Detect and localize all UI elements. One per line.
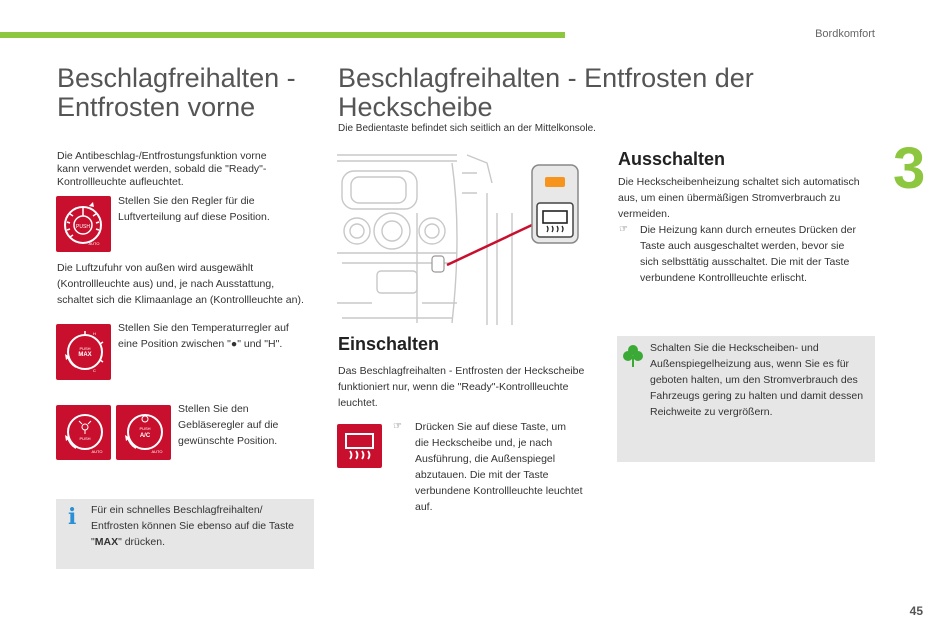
left-paragraph-line: (Kontrollleuchte aus) und, je nach Ausstattung, — [57, 278, 275, 290]
switch-on-step-line: Drücken Sie auf diese Taste, um — [415, 421, 566, 433]
left-intro-line: kann verwendet werden, sobald die "Ready"- — [57, 163, 267, 175]
info-line: Entfrosten können Sie ebenso auf die Taste — [91, 520, 294, 532]
knob-text: PUSH — [79, 436, 91, 441]
eco-line: Schalten Sie die Heckscheiben- und — [650, 342, 819, 354]
eco-line: Fahrzeugs gering zu halten und damit dessen — [650, 390, 864, 402]
eco-line: geboten halten, um den Stromverbrauch des — [650, 374, 858, 386]
step3-line: Stellen Sie den — [178, 403, 249, 415]
switch-off-line: vermeiden. — [618, 208, 670, 220]
switch-off-step-line: verbundene Kontrollleuchte erlischt. — [640, 272, 807, 284]
step3-line: Gebläseregler auf die — [178, 419, 279, 431]
switch-on-step-text — [415, 419, 605, 515]
info-icon: i — [68, 504, 77, 530]
switch-off-heading: Ausschalten — [618, 149, 726, 169]
knob-text: C — [93, 368, 96, 373]
header-accent-bar — [0, 32, 565, 38]
step2-line: Stellen Sie den Temperaturregler auf — [118, 322, 289, 334]
page-number: 45 — [909, 604, 923, 618]
info-note-text — [91, 502, 311, 550]
section-title: Bordkomfort — [815, 28, 875, 40]
info-text: " — [91, 536, 95, 548]
step2-line: eine Position zwischen "●" und "H". — [118, 338, 283, 350]
step1-line: Luftverteilung auf diese Position. — [118, 211, 270, 223]
knob-text: AUTO — [151, 449, 163, 454]
left-title-line2: Entfrosten vorne — [57, 92, 256, 122]
left-intro — [57, 150, 307, 189]
knob-text: PUSH — [139, 426, 151, 431]
switch-off-step-text — [640, 222, 880, 286]
left-title-line1: Beschlagfreihalten - — [57, 63, 296, 93]
switch-on-step-line: abzutauen. Die mit der Taste — [415, 469, 549, 481]
step1-text — [118, 193, 308, 225]
eco-line: Außenspiegelheizung aus, wenn Sie es für — [650, 358, 850, 370]
step2-text — [118, 320, 318, 352]
left-paragraph-line: schaltet sich die Klimaanlage an (Kontrollleuchte an). — [57, 294, 304, 306]
left-title — [57, 64, 296, 122]
right-title-line2: Heckscheibe — [338, 92, 493, 122]
switch-on-step-line: Ausführung, die Außenspiegel — [415, 453, 556, 465]
switch-off-step-line: Taste auch ausgeschaltet werden, bevor sie — [640, 240, 845, 252]
switch-on-line: leuchtet. — [338, 397, 378, 409]
switch-on-line: funktioniert nur, wenn die "Ready"-Kontrollleuchte — [338, 381, 569, 393]
info-note-box — [56, 499, 314, 569]
eco-note-box — [617, 336, 875, 462]
left-paragraph-line: Die Luftzufuhr von außen wird ausgewählt — [57, 262, 254, 274]
knob-text: MAX — [78, 352, 92, 358]
info-line — [91, 534, 311, 550]
right-title-line1: Beschlagfreihalten - Entfrosten der — [338, 63, 754, 93]
rear-defrost-button-icon — [337, 424, 382, 468]
right-title — [338, 64, 754, 122]
knob-text: A/C — [139, 433, 151, 439]
switch-on-line: Das Beschlagfreihalten - Entfrosten der Heckscheibe — [338, 365, 585, 377]
temperature-knob-icon — [56, 324, 111, 380]
switch-off-line: aus, um einen übermäßigen Stromverbrauch zu — [618, 192, 841, 204]
fan-knob-icon — [56, 405, 111, 460]
step3-line: gewünschte Position. — [178, 435, 278, 447]
switch-off-text — [618, 174, 878, 222]
chapter-number: 3 — [893, 136, 926, 201]
switch-on-text — [338, 363, 608, 411]
left-paragraph — [57, 260, 315, 308]
right-subtitle: Die Bedientaste befindet sich seitlich an der Mittelkonsole. — [338, 123, 596, 134]
pointer-icon: ☞ — [619, 224, 628, 235]
switch-on-heading: Einschalten — [338, 334, 440, 354]
left-intro-line: Die Antibeschlag-/Entfrostungsfunktion vorne — [57, 150, 267, 162]
max-key-label: MAX — [94, 536, 119, 548]
switch-off-step-line: Die Heizung kann durch erneutes Drücken der — [640, 224, 856, 236]
switch-off-line: Die Heckscheibenheizung schaltet sich automatisch — [618, 176, 860, 188]
center-console-illustration — [337, 153, 595, 325]
info-text: " drücken. — [118, 536, 165, 548]
eco-line: Reichweite zu vergrößern. — [650, 406, 773, 418]
knob-text: PUSH — [76, 224, 90, 230]
step1-line: Stellen Sie den Regler für die — [118, 195, 255, 207]
left-intro-line: Kontrollleuchte aufleuchtet. — [57, 176, 184, 188]
knob-text: AUTO — [88, 241, 100, 246]
info-line: Für ein schnelles Beschlagfreihalten/ — [91, 504, 263, 516]
step3-text — [178, 401, 308, 449]
eco-clover-icon — [623, 344, 643, 373]
air-distribution-knob-icon — [56, 196, 111, 252]
switch-on-step-line: auf. — [415, 501, 433, 513]
switch-on-step-line: die Heckscheibe und, je nach — [415, 437, 553, 449]
knob-text: PUSH — [79, 346, 91, 351]
pointer-icon: ☞ — [393, 421, 402, 432]
knob-text: H — [93, 331, 96, 336]
switch-on-step-line: verbundene Kontrollleuchte leuchtet — [415, 485, 583, 497]
knob-text: AUTO — [91, 449, 103, 454]
switch-off-step-line: sich selbsttätig ausschaltet. Die mit der Taste — [640, 256, 850, 268]
eco-note-text — [650, 340, 872, 420]
fan-ac-knob-icon — [116, 405, 171, 460]
